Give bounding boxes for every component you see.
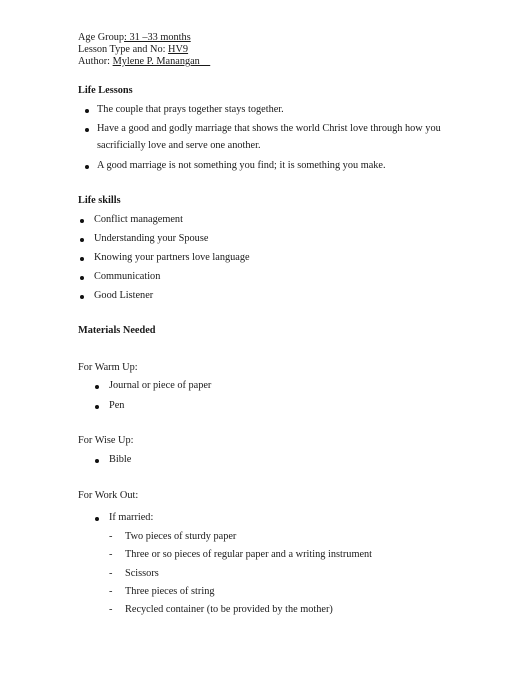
bullet-icon bbox=[95, 459, 99, 463]
dash-marker: - bbox=[109, 549, 113, 560]
bullet-icon bbox=[85, 165, 89, 169]
age-group-label: Age Group bbox=[78, 32, 125, 43]
work-out-item: Recycled container (to be provided by the mother) bbox=[125, 604, 333, 615]
life-lessons-heading: Life Lessons bbox=[78, 85, 133, 96]
materials-heading: Materials Needed bbox=[78, 325, 156, 336]
dash-marker: - bbox=[109, 604, 113, 615]
work-out-label: For Work Out: bbox=[78, 490, 139, 501]
life-lesson-item: The couple that prays together stays together. bbox=[97, 104, 284, 115]
author-line bbox=[78, 56, 210, 68]
bullet-icon bbox=[80, 276, 84, 280]
dash-marker: - bbox=[109, 531, 113, 542]
life-skills-heading: Life skills bbox=[78, 195, 121, 206]
bullet-icon bbox=[80, 257, 84, 261]
wise-up-label: For Wise Up: bbox=[78, 435, 134, 446]
life-lesson-item: A good marriage is not something you find; it is something you make. bbox=[97, 160, 386, 171]
bullet-icon bbox=[95, 385, 99, 389]
life-skill-item: Understanding your Spouse bbox=[94, 233, 209, 244]
author-value: Mylene P. Manangan__ bbox=[112, 56, 211, 67]
work-out-item: Two pieces of sturdy paper bbox=[125, 531, 237, 542]
lesson-value: HV9 bbox=[168, 44, 189, 55]
bullet-icon bbox=[85, 128, 89, 132]
bullet-icon bbox=[95, 517, 99, 521]
lesson-label: Lesson Type and No: bbox=[78, 44, 169, 55]
author-label: Author: bbox=[78, 56, 113, 67]
warm-up-label: For Warm Up: bbox=[78, 362, 138, 373]
work-out-item: Scissors bbox=[125, 568, 159, 579]
work-out-item: Three or so pieces of regular paper and a writing instrument bbox=[125, 549, 373, 560]
wise-up-item: Bible bbox=[109, 454, 132, 465]
life-skill-item: Conflict management bbox=[94, 214, 183, 225]
warm-up-item: Journal or piece of paper bbox=[109, 380, 212, 391]
age-group-line bbox=[78, 32, 191, 44]
life-skill-item: Good Listener bbox=[94, 290, 154, 301]
warm-up-item: Pen bbox=[109, 400, 125, 411]
bullet-icon bbox=[95, 405, 99, 409]
bullet-icon bbox=[80, 295, 84, 299]
dash-marker: - bbox=[109, 568, 113, 579]
dash-marker: - bbox=[109, 586, 113, 597]
bullet-icon bbox=[80, 219, 84, 223]
life-lesson-item: Have a good and godly marriage that shows the world Christ love through how you bbox=[97, 123, 441, 134]
life-skill-item: Communication bbox=[94, 271, 161, 282]
work-out-sub-label: If married: bbox=[109, 512, 154, 523]
life-skill-item: Knowing your partners love language bbox=[94, 252, 250, 263]
lesson-line bbox=[78, 44, 188, 56]
bullet-icon bbox=[85, 109, 89, 113]
age-group-value: : 31 –33 months bbox=[124, 32, 191, 43]
bullet-icon bbox=[80, 238, 84, 242]
life-lesson-item-continued: sacrificially love and serve one another. bbox=[97, 140, 261, 151]
work-out-item: Three pieces of string bbox=[125, 586, 215, 597]
